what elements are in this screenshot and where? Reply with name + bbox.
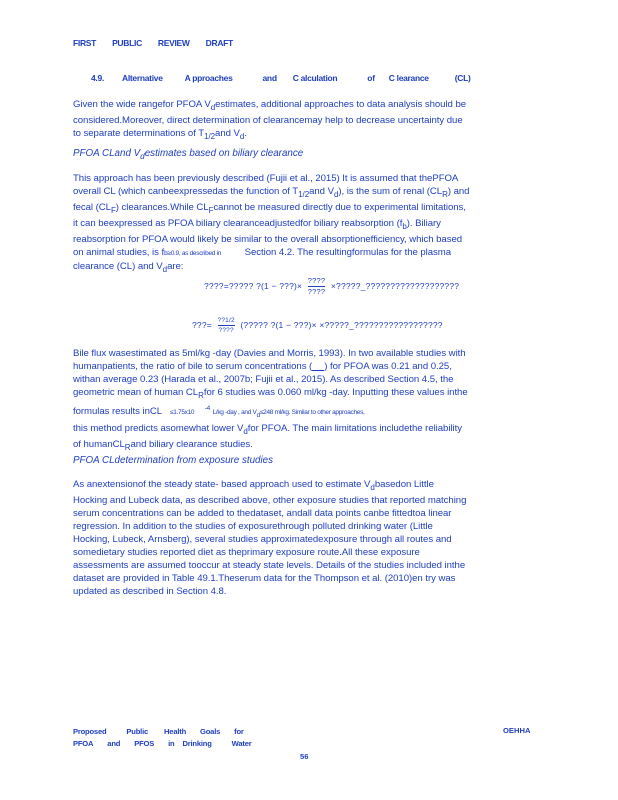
- paragraph-biliary: [73, 172, 543, 276]
- small-text: ≤248 ml/kg. Similar to other approaches,: [259, 409, 365, 417]
- fraction-numerator: ??1/2: [217, 317, 235, 324]
- footer-word: Public: [126, 727, 149, 736]
- section-word: C learance: [388, 73, 429, 83]
- subscript: F: [110, 205, 116, 215]
- text-line: Hocking, Lubeck, Arnsberg), several studies approximatedexposure through all routes and: [73, 533, 452, 545]
- footer-word: Drinking: [182, 739, 212, 748]
- header-word: REVIEW: [157, 38, 190, 48]
- superscript: -4: [204, 404, 210, 412]
- text: for 6 studies was 0.060 ml/kg -day. Inputting these values inthe: [203, 387, 468, 398]
- footer-word: PFOS: [134, 739, 155, 748]
- text: to separate determinations of T: [73, 127, 205, 139]
- footer-word: Water: [231, 739, 252, 748]
- text: this method predicts asomewhat lower V: [73, 423, 244, 434]
- subscript: R: [124, 442, 131, 452]
- footer-word: Proposed: [73, 727, 107, 736]
- footer-word: for: [234, 727, 244, 736]
- text: for PFOA. The main limitations includethe reliability: [247, 423, 462, 434]
- header-word: DRAFT: [205, 38, 233, 48]
- text: formulas results inCL: [73, 406, 163, 418]
- text-line: Hocking and Lubeck data, as described above, other exposure studies that reported matching: [73, 494, 467, 506]
- text-line: considered.Moreover, direct determination of clearancemay help to decrease uncertainty due: [73, 114, 463, 126]
- page-number: 56: [300, 752, 309, 761]
- equation-text: ×?????_???????????????????: [330, 280, 460, 291]
- text-line: withan average 0.23 (Harada et al., 2007b; Fujii et al., 2015). As described Section 4.5, the: [73, 374, 454, 385]
- text: Given the wide rangefor PFOA V: [73, 99, 211, 110]
- subscript: b: [402, 221, 407, 231]
- draft-header: [73, 38, 249, 48]
- text: and V: [309, 186, 334, 197]
- text: estimates based on biliary clearance: [144, 148, 304, 159]
- text: ) and: [447, 186, 470, 197]
- small-text: b≥0.9, as described in: [164, 249, 222, 257]
- footer-word: PFOA: [73, 739, 94, 748]
- text-line: reabsorption for PFOA would likely be similar to the overall absorptionefficiency, which based: [73, 233, 463, 245]
- fraction-denominator: ????: [307, 287, 326, 296]
- subscript: d: [333, 189, 339, 199]
- subscript: R: [442, 189, 448, 199]
- section-word: C alculation: [292, 73, 338, 83]
- text: overall CL (which canbeexpressedas the function of T: [73, 186, 299, 197]
- section-word: A pproaches: [184, 73, 233, 83]
- equation-text: ×?????_??????????????????: [319, 319, 443, 330]
- section-word: of: [367, 73, 375, 83]
- paragraph-bile-flux: [73, 347, 543, 454]
- equation-vd: [192, 316, 443, 335]
- subheading-exposure: PFOA CLdetermination from exposure studies: [73, 455, 274, 466]
- equation-text: (????? ?(1 − ???)×: [240, 319, 317, 330]
- text-line: Bile flux wasestimated as 5ml/kg -day (Davies and Morris, 1993). In two available studies with: [73, 348, 466, 359]
- text: ) clearances.While CL: [115, 201, 209, 213]
- footer-word: Goals: [200, 727, 221, 736]
- text: estimates, additional approaches to data analysis should be: [215, 99, 467, 110]
- subscript: d: [239, 131, 245, 141]
- subscript: 1/2: [298, 189, 310, 199]
- paragraph-intro: [73, 98, 543, 143]
- text: ), is the sum of renal (CL: [338, 186, 443, 197]
- text-line: serum concentrations can be added to thedataset, andall data points canbe fittedtoa linear: [73, 507, 452, 519]
- subscript: d: [162, 264, 168, 274]
- text-line: assessments are assumed tooccur at steady state levels. Details of the studies included inthe: [73, 559, 466, 571]
- equation-text: ????=????? ?(1 − ???)×: [204, 280, 303, 291]
- text: of humanCL: [73, 438, 125, 450]
- subscript: d: [370, 482, 375, 492]
- text-line: dataset are provided in Table 49.1.Theserum data for the Thompson et al. (2010)en try was: [73, 572, 456, 584]
- text: fecal (CL: [73, 201, 111, 213]
- small-text: L/kg -day , and V: [212, 409, 257, 417]
- text-line: somedietary studies reported diet as theprimary exposure route.All these exposure: [73, 546, 420, 558]
- text: ) for PFOA was 0.21 and 0.25,: [324, 361, 452, 372]
- footer-word: in: [168, 739, 175, 748]
- small-text: ≤1.75x10: [169, 409, 195, 417]
- subscript: d: [243, 426, 248, 436]
- subscript: d: [210, 102, 216, 112]
- footer-org: OEHHA: [503, 726, 531, 735]
- fraction-numerator: ????: [307, 276, 326, 285]
- section-word: (CL): [454, 73, 471, 83]
- text: geometric mean of human CL: [73, 387, 199, 398]
- text: humanpatients, the ratio of bile to serum concentrations (: [73, 361, 313, 372]
- footer-title: [73, 726, 265, 750]
- section-word: Alternative: [121, 73, 163, 83]
- section-number: 4.9.: [91, 73, 104, 83]
- header-word: PUBLIC: [112, 38, 142, 48]
- footer-word: Health: [164, 727, 187, 736]
- text-line: updated as described in Section 4.8.: [73, 585, 227, 597]
- text: on animal studies, is f: [73, 246, 165, 258]
- subscript: 1/2: [204, 131, 216, 141]
- subscript: d: [140, 151, 145, 161]
- subheading-biliary: [73, 148, 303, 161]
- section-word: and: [262, 73, 277, 83]
- footer-word: and: [107, 739, 121, 748]
- text: basedon Little: [374, 479, 434, 490]
- text: are:: [167, 260, 184, 272]
- section-heading: [91, 73, 481, 83]
- text: clearance (CL) and V: [73, 260, 163, 272]
- text-line: regression. In addition to the studies of exposurethrough polluted drinking water (Little: [73, 520, 433, 532]
- text: PFOA CLand V: [73, 148, 141, 159]
- subscript: d: [256, 412, 260, 419]
- subscript: F: [208, 205, 214, 215]
- bile-ratio-fraction: [312, 361, 324, 371]
- subscript: R: [198, 390, 204, 400]
- text: ). Biliary: [406, 217, 441, 229]
- equation-cl: [204, 276, 459, 297]
- text: Section 4.2. The resultingformulas for the plasma: [244, 246, 452, 258]
- header-word: FIRST: [73, 38, 97, 48]
- text: .: [244, 127, 247, 139]
- text: and biliary clearance studies.: [130, 438, 253, 450]
- text: As anextensionof the steady state- based approach used to estimate V: [73, 479, 371, 490]
- text-line: This approach has been previously described (Fujii et al., 2015) It is assumed that thePFOA: [73, 173, 459, 184]
- paragraph-exposure: [73, 478, 543, 598]
- text: it can beexpressed as PFOA biliary clearanceadjustedfor biliary reabsorption (f: [73, 217, 403, 229]
- fraction-denominator: ????: [218, 327, 234, 334]
- text: and V: [215, 127, 240, 139]
- equation-text: ???=: [192, 319, 212, 330]
- text: cannot be measured directly due to experimental limitations,: [213, 201, 466, 213]
